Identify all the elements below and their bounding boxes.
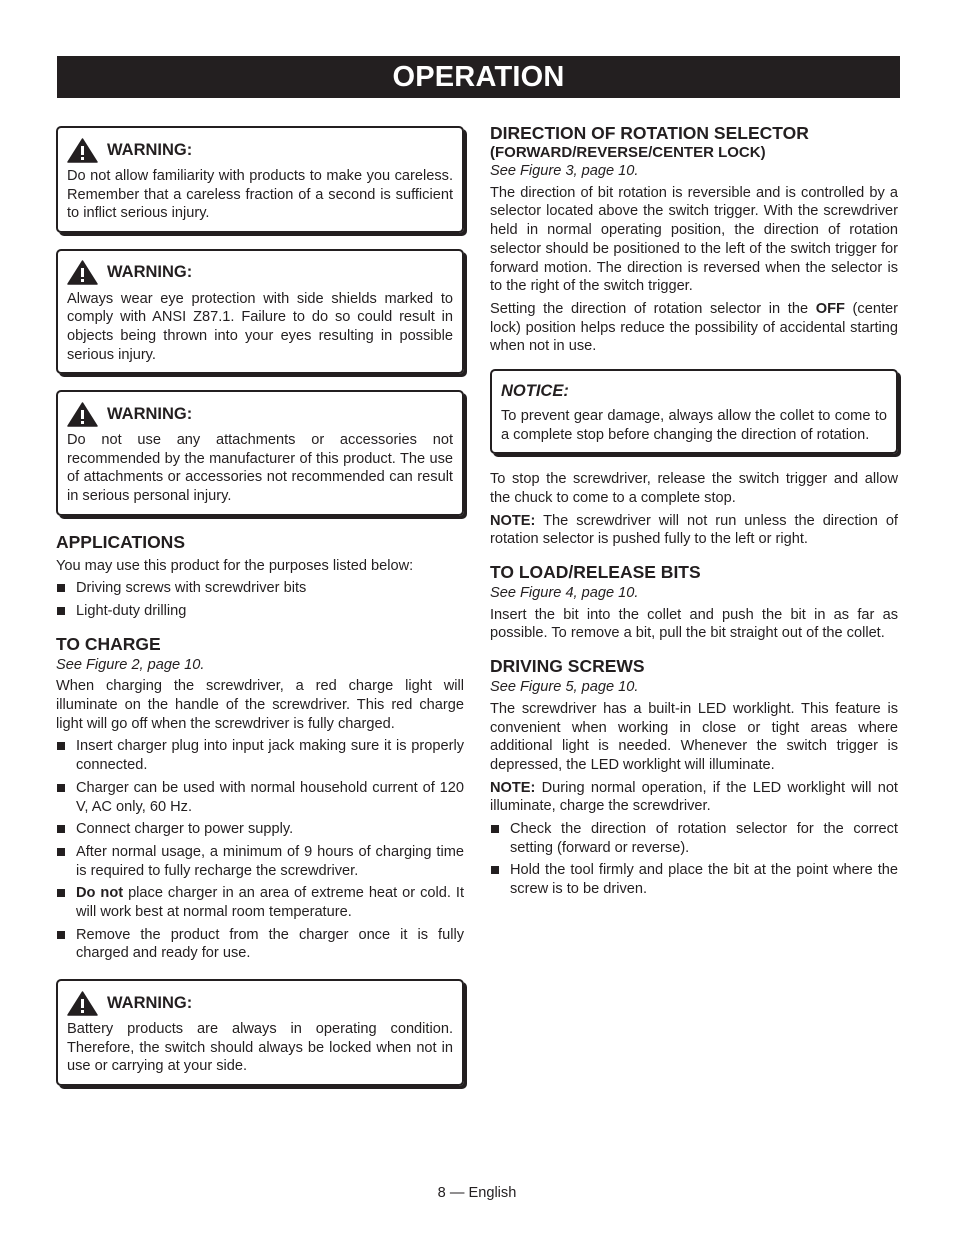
warning-text: Do not use any attachments or accessories not recommended by the manufacturer of this product. The use of attachments or accessories not recommended can result in serious personal injury. xyxy=(67,432,453,504)
warning-text: Always wear eye protection with side shields marked to comply with ANSI Z87.1. Failure to do so could result in objects being thrown into your eyes resulting in possible serious injury. xyxy=(67,290,453,363)
figure-reference: See Figure 4, page 10. xyxy=(490,585,639,602)
right-column xyxy=(490,123,898,912)
warning-triangle-icon xyxy=(67,402,98,427)
driving-screws-section xyxy=(490,656,898,899)
load-release-heading: TO LOAD/RELEASE BITS xyxy=(490,562,701,583)
warning-title: WARNING: xyxy=(107,140,193,159)
figure-reference: See Figure 2, page 10. xyxy=(56,656,205,673)
warning-title: WARNING: xyxy=(107,993,193,1012)
load-release-section xyxy=(490,562,898,643)
driving-screws-heading: DRIVING SCREWS xyxy=(490,656,645,677)
list-item: Check the direction of rotation selector for the correct setting (forward or reverse). xyxy=(490,820,898,857)
warning-triangle-icon xyxy=(67,138,98,163)
warning-box-eye-protection xyxy=(56,249,464,374)
list-item: Insert charger plug into input jack making sure it is properly connected. xyxy=(56,737,464,774)
to-charge-intro: When charging the screwdriver, a red charge light will illuminate on the handle of the screwdriver. This red charge light will go off when the screwdriver is fully charged. xyxy=(56,678,464,732)
applications-intro: You may use this product for the purposes listed below: xyxy=(56,557,414,574)
note-paragraph: NOTE: The screwdriver will not run unless the direction of rotation selector is pushed fully to the left or right. xyxy=(490,512,898,548)
section-banner: OPERATION xyxy=(57,56,900,98)
figure-reference: See Figure 3, page 10. xyxy=(490,163,639,179)
list-item: Charger can be used with normal household current of 120 V, AC only, 60 Hz. xyxy=(56,779,464,816)
applications-section xyxy=(56,532,464,621)
warning-triangle-icon xyxy=(67,260,98,285)
to-charge-section xyxy=(56,634,464,964)
stop-section xyxy=(490,470,898,549)
list-item: Hold the tool firmly and place the bit at the point where the screw is to be driven. xyxy=(490,861,898,898)
to-charge-list xyxy=(56,737,464,963)
list-item: Driving screws with screwdriver bits xyxy=(56,579,464,598)
load-release-text: Insert the bit into the collet and push the bit in as far as possible. To remove a bit, pull the bit straight out of the collet. xyxy=(490,606,898,642)
warning-triangle-icon xyxy=(67,991,98,1016)
page-footer: 8 — English xyxy=(437,1185,517,1201)
notice-box xyxy=(490,369,898,454)
warning-text: Do not allow familiarity with products to make you careless. Remember that a careless fraction of a second is sufficient to inflict serious injury. xyxy=(67,168,453,222)
list-item: Connect charger to power supply. xyxy=(56,820,464,839)
warning-box-attachments xyxy=(56,390,464,515)
driving-screws-list xyxy=(490,820,898,899)
direction-heading: DIRECTION OF ROTATION SELECTOR xyxy=(490,123,809,143)
list-item: After normal usage, a minimum of 9 hours of charging time is required to fully recharge the screwdriver. xyxy=(56,843,464,880)
warning-box-battery xyxy=(56,979,464,1086)
applications-list xyxy=(56,579,464,620)
warning-text: Battery products are always in operating condition. Therefore, the switch should always be locked when not in use or carrying at your side. xyxy=(67,1021,453,1075)
applications-heading: APPLICATIONS xyxy=(56,531,185,552)
left-column xyxy=(56,126,464,1102)
figure-reference: See Figure 5, page 10. xyxy=(490,679,639,696)
note-paragraph: NOTE: During normal operation, if the LED worklight will not illuminate, charge the screwdriver. xyxy=(490,779,898,815)
list-item: Do not place charger in an area of extreme heat or cold. It will work best at normal room temperature. xyxy=(56,884,464,921)
direction-section xyxy=(490,123,898,356)
list-item: Remove the product from the charger once it is fully charged and ready for use. xyxy=(56,926,464,963)
to-charge-heading: TO CHARGE xyxy=(56,633,161,654)
notice-title: NOTICE: xyxy=(501,382,569,401)
warning-title: WARNING: xyxy=(107,263,193,282)
direction-off-paragraph: Setting the direction of rotation selector in the OFF (center lock) position helps reduce the possibility of accidental starting when not in use. xyxy=(490,300,898,355)
driving-screws-text: The screwdriver has a built-in LED worklight. This feature is convenient when working in close or tight areas where additional light is needed. Whenever the switch trigger is depressed, the LED worklight will illuminate. xyxy=(490,700,898,773)
direction-subheading: (FORWARD/REVERSE/CENTER LOCK) xyxy=(490,144,766,161)
notice-text: To prevent gear damage, always allow the collet to come to a complete stop before changing the direction of rotation. xyxy=(501,408,887,443)
warning-title: WARNING: xyxy=(107,404,193,423)
list-item: Light-duty drilling xyxy=(56,602,464,621)
stop-paragraph: To stop the screwdriver, release the switch trigger and allow the chuck to come to a complete stop. xyxy=(490,471,898,506)
direction-paragraph: The direction of bit rotation is reversible and is controlled by a selector located above the switch trigger. With the screwdriver held in normal operating position, the direction of rotation selector should be positioned to the left of the switch trigger for forward motion. The direction is reversed when the selector is to the right of the switch trigger. xyxy=(490,184,898,295)
warning-box-familiarity xyxy=(56,126,464,233)
